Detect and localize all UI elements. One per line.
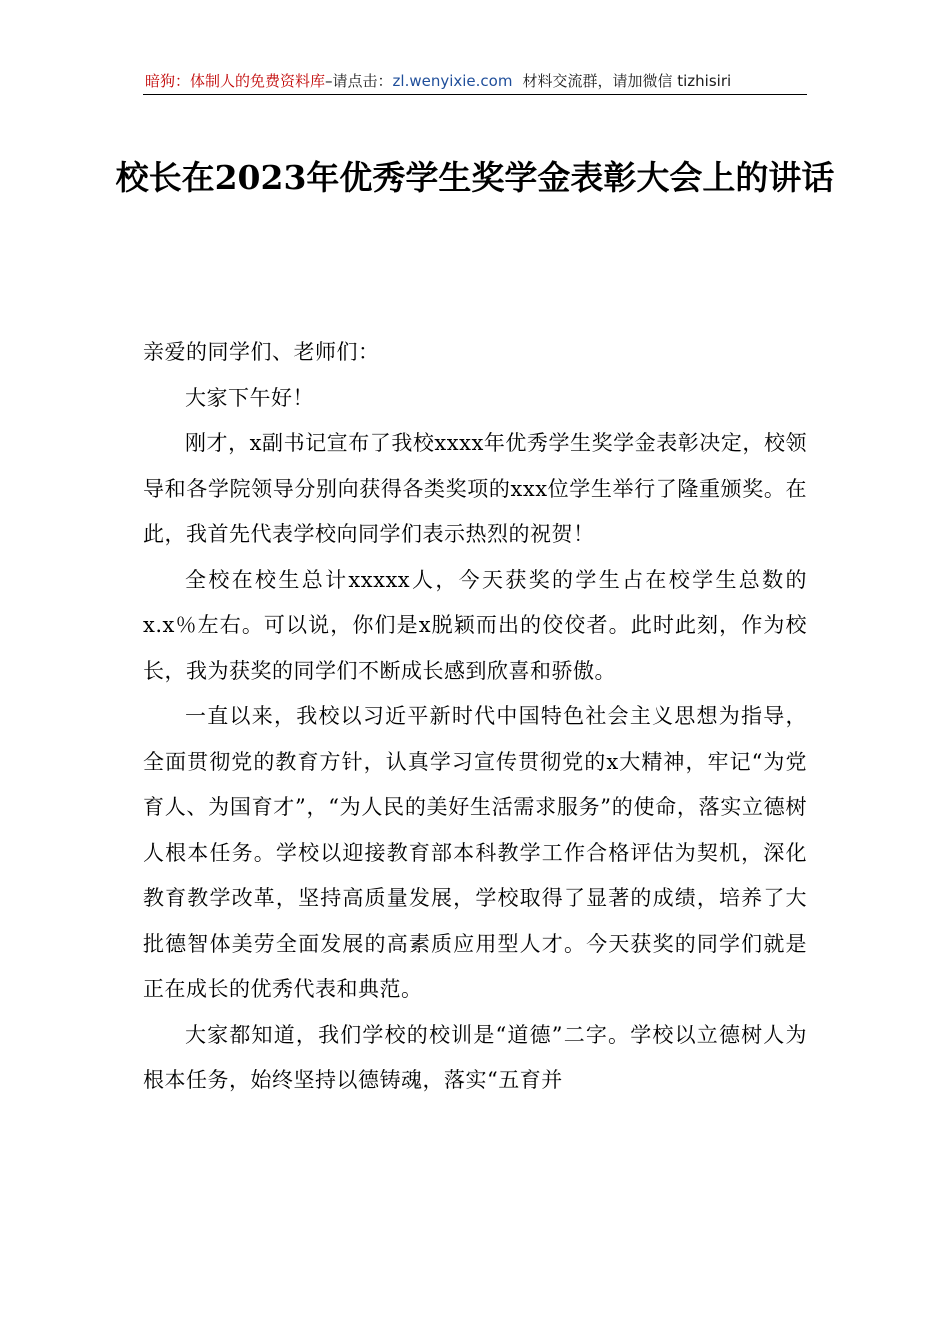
- header-site-name: 暗狗：体制人的免费资料库: [145, 72, 326, 90]
- header-click-label: –请点击：: [325, 72, 393, 90]
- paragraph-student-stats: 全校在校生总计xxxxx人，今天获奖的学生占在校学生总数的x.x％左右。可以说，你们是x脱颖而出的佼佼者。此时此刻，作为校长，我为获奖的同学们不断成长感到欣喜和骄傲。: [143, 567, 807, 683]
- document-header: [143, 68, 807, 95]
- paragraph-school-motto: 大家都知道，我们学校的校训是“道德”二字。学校以立德树人为根本任务，始终坚持以德铸魂，落实“五育并: [143, 1022, 807, 1092]
- header-contact-text: 材料交流群，请加微信 tizhisiri: [522, 72, 732, 90]
- paragraph-school-achievements: 一直以来，我校以习近平新时代中国特色社会主义思想为指导，全面贯彻党的教育方针，认真学习宣传贯彻党的x大精神，牢记“为党育人、为国育才”，“为人民的美好生活需求服务”的使命，落实立德树人根本任务。学校以迎接教育部本科教学工作合格评估为契机，深化教育教学改革，坚持高质量发展，学校取得了显著的成绩，培养了大批德智体美劳全面发展的高素质应用型人才。今天获奖的同学们就是正在成长的优秀代表和典范。: [143, 704, 807, 1001]
- document-title: 校长在2023年优秀学生奖学金表彰大会上的讲话: [115, 158, 835, 197]
- paragraph-award-announcement: 刚才，x副书记宣布了我校xxxx年优秀学生奖学金表彰决定，校领导和各学院领导分别向获得各类奖项的xxx位学生举行了隆重颁奖。在此，我首先代表学校向同学们表示热烈的祝贺！: [143, 431, 807, 546]
- paragraph-greeting: 大家下午好！: [185, 385, 314, 410]
- document-body: [143, 330, 807, 1104]
- header-link[interactable]: zl.wenyixie.com: [392, 72, 513, 90]
- salutation: 亲爱的同学们、老师们：: [143, 340, 380, 364]
